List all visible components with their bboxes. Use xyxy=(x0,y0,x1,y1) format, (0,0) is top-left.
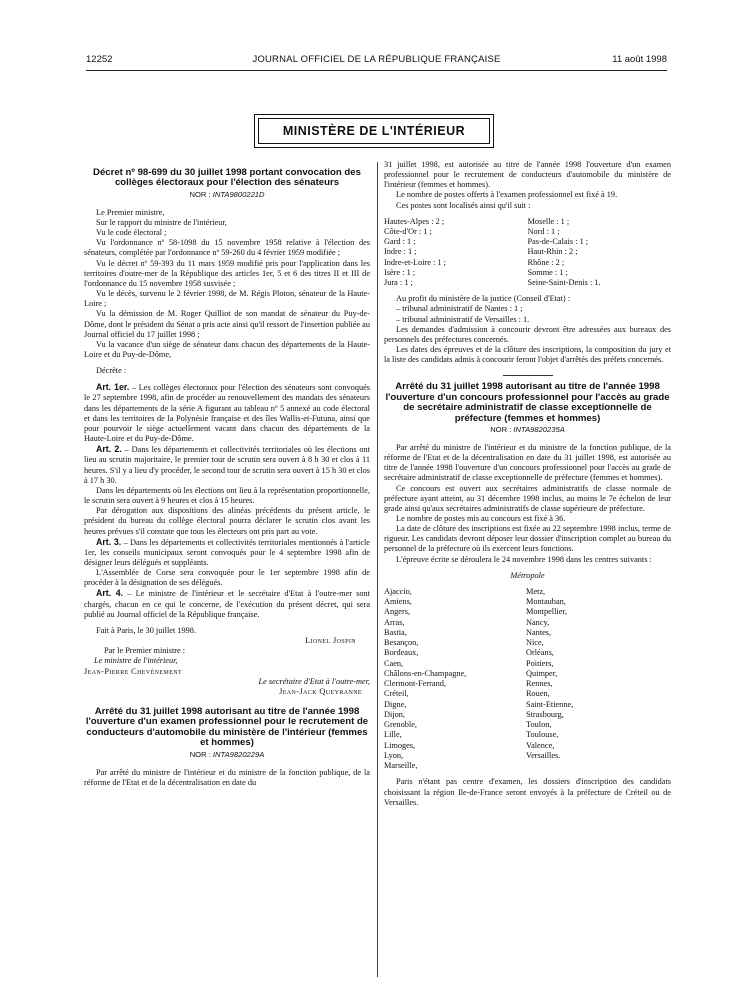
article-text: Par dérogation aux dispositions des alinéas précédents du présent article, le président du bureau du collège électoral pourra déclarer le scrutin clos avant les heures prévues s'il constate que tous les électeurs ont pris part au vote. xyxy=(84,506,370,536)
poste-item: Côte-d'Or : 1 ; xyxy=(384,226,432,236)
centre-item: Nice, xyxy=(526,638,544,648)
centre-item: Metz, xyxy=(526,586,546,596)
centre-item: Valence, xyxy=(526,740,555,750)
article-text: L'Assemblée de Corse sera convoquée pour le 1er septembre 1998 afin de procéder à la désignation de ses délégués. xyxy=(84,568,370,588)
poste-item: Nord : 1 ; xyxy=(527,226,560,236)
centre-item: Poitiers, xyxy=(526,658,554,668)
article-label: Art. 1er. xyxy=(96,382,130,393)
decret-articles xyxy=(84,382,370,620)
header-rule xyxy=(86,70,667,71)
poste-item: Haut-Rhin : 2 ; xyxy=(527,247,578,257)
visa-paragraph: Vu la vacance d'un siège de sénateur dans chacun des départements de la Haute-Loire et du Puy-de-Dôme, xyxy=(84,339,370,359)
page-header xyxy=(86,54,667,68)
arrete1-postes-count: Le nombre de postes offerts à l'examen professionnel est fixé à 19. xyxy=(396,190,618,200)
centre-item: Ajaccio, xyxy=(384,586,412,596)
decrete-label: Décrète : xyxy=(96,366,127,376)
visa-paragraph: Vu le décret nº 59-393 du 11 mars 1959 modifié pris pour l'application dans les territoires d'outre-mer de la République des articles 1er, 5 et 6 des titres II et III de l'ordonnance du 15 novembre 1958 susvisée ; xyxy=(84,258,370,288)
poste-item: Somme : 1 ; xyxy=(527,267,568,277)
justice-intro: Au profit du ministère de la justice (Conseil d'Etat) : xyxy=(396,294,571,304)
centre-item: Bastia, xyxy=(384,627,407,637)
right-column xyxy=(384,160,671,808)
journal-title: JOURNAL OFFICIEL DE LA RÉPUBLIQUE FRANÇAISE xyxy=(252,54,501,65)
secretaire-name: Jean-Jack Queyranne xyxy=(279,686,362,696)
column-divider xyxy=(377,162,378,977)
poste-item: Hautes-Alpes : 2 ; xyxy=(384,216,445,226)
centre-item: Montauban, xyxy=(526,597,566,607)
centre-item: Créteil, xyxy=(384,689,409,699)
arrete1-para1-start: Par arrêté du ministre de l'intérieur et du ministre de la fonction publique, de la réforme de l'Etat et de la décentralisation en date du xyxy=(84,767,370,787)
article-paragraph xyxy=(84,486,370,506)
centre-item: Rennes, xyxy=(526,679,553,689)
arrete1-dates: Les dates des épreuves et de la clôture des inscriptions, la composition du jury et la liste des candidats admis à concourir feront l'objet d'arrêtés des préfets concernés. xyxy=(384,344,671,365)
centre-item: Versailles. xyxy=(526,750,561,760)
ministry-title: MINISTÈRE DE L'INTÉRIEUR xyxy=(282,124,466,138)
centre-item: Caen, xyxy=(384,658,404,668)
poste-item: Isère : 1 ; xyxy=(384,267,416,277)
par-le-premier-ministre: Par le Premier ministre : xyxy=(104,646,186,656)
centre-item: Lyon, xyxy=(384,750,404,760)
poste-item: Indre-et-Loire : 1 ; xyxy=(384,257,446,267)
centre-item: Bordeaux, xyxy=(384,648,419,658)
arrete1-postes-intro: Ces postes sont localisés ainsi qu'il suit : xyxy=(396,200,531,210)
centre-item: Digne, xyxy=(384,699,407,709)
poste-item: Jura : 1 ; xyxy=(384,278,413,287)
centre-item: Quimper, xyxy=(526,668,558,678)
article-paragraph xyxy=(84,506,370,536)
poste-item: Seine-Saint-Denis : 1. xyxy=(527,278,601,287)
arrete2-final: Paris n'étant pas centre d'examen, les dossiers d'inscription des candidats choisissant la région Ile-de-France seront envoyés à la préfecture de Créteil ou de Versailles. xyxy=(384,777,671,807)
centre-item: Clermont-Ferrand, xyxy=(384,679,446,689)
centre-item: Strasbourg, xyxy=(526,709,564,719)
article-text: – Dans les départements et collectivités territoriales où les élections ont lieu au scrutin majoritaire, le premier tour de scrutin sera ouvert à 8 h 30 et clos à 11 heures. S'il y a lieu d'y procéder, le second tour de scrutin sera ouvert à 15 h 30 et clos à 17 h 30. xyxy=(84,445,370,485)
centre-item: Saint-Etienne, xyxy=(526,699,574,709)
centre-item: Toulouse, xyxy=(526,730,559,740)
centre-item: Dijon, xyxy=(384,709,405,719)
article-paragraph xyxy=(84,444,370,486)
article-label: Art. 4. xyxy=(96,588,124,599)
arrete2-paragraph: Ce concours est ouvert aux secrétaires administratifs de classe normale de préfecture ayant atteint, au 31 décembre 1998 inclus, au moins le 7e échelon de leur grade ainsi qu'aux secrétaires administratifs de classe supérieure de préfecture. xyxy=(384,483,671,513)
poste-item: Rhône : 2 ; xyxy=(527,257,565,267)
arrete2-paragraph: La date de clôture des inscriptions est fixée au 22 septembre 1998 inclus, terme de rigueur. Les candidats devront déposer leur dossier d'inscription complet au bureau du personnel de la préfecture où ils exercent leurs fonctions. xyxy=(384,524,671,554)
secretaire-title: Le secrétaire d'Etat à l'outre-mer, xyxy=(258,676,370,686)
metropole-heading: Métropole xyxy=(510,570,545,580)
article-text: – Le ministre de l'intérieur et le secrétaire d'Etat à l'outre-mer sont chargés, chacun en ce qui le concerne, de l'exécution du présent décret, qui sera publié au Journal officiel de la République française. xyxy=(84,589,371,619)
centre-item: Rouen, xyxy=(526,689,550,699)
centre-item: Châlons-en-Champagne, xyxy=(384,668,467,678)
arrete2-title: Arrêté du 31 juillet 1998 autorisant au titre de l'année 1998 l'ouverture d'un concours professionnel pour l'accès au grade de secrétaire administratif de classe exceptionnelle de préfecture (femmes et hommes) xyxy=(385,381,670,424)
visa-paragraph: Vu le code électoral ; xyxy=(96,228,167,238)
justice-item: – tribunal administratif de Nantes : 1 ; xyxy=(396,304,523,314)
arrete2-paragraph: Le nombre de postes mis au concours est fixé à 36. xyxy=(396,514,566,524)
poste-item: Indre : 1 ; xyxy=(384,247,417,257)
centre-item: Amiens, xyxy=(384,597,412,607)
arrete1-para1-end: 31 juillet 1998, est autorisée au titre de l'année 1998 l'ouverture d'un examen professionnel pour le recrutement de conducteurs d'automobile du ministère de l'intérieur (femmes et hommes). xyxy=(384,160,671,190)
section-separator xyxy=(503,375,553,376)
article-text: – Les collèges électoraux pour l'élection des sénateurs sont convoqués le 27 septembre 1998, afin de procéder au renouvellement des mandats des sénateurs dans les départements de la série A figurant au tableau nº 5 annexé au code électoral et dans les territoires de la Polynésie française et des îles Wallis-et-Futuna, ainsi que pour pourvoir le siège actuellement vacant dans chacun des départements de la Haute-Loire et du Puy-de-Dôme. xyxy=(84,383,370,444)
poste-item: Gard : 1 ; xyxy=(384,237,416,247)
centre-item: Limoges, xyxy=(384,740,416,750)
centre-item: Angers, xyxy=(384,607,411,617)
arrete2-paragraph: L'épreuve écrite se déroulera le 24 novembre 1998 dans les centres suivants : xyxy=(396,554,652,564)
article-text: Dans les départements où les élections ont lieu à la représentation proportionnelle, le scrutin sera ouvert à 9 heures et clos à 15 heures. xyxy=(84,485,370,506)
justice-item: – tribunal administratif de Versailles : 1. xyxy=(396,314,530,324)
centre-item: Grenoble, xyxy=(384,720,417,730)
publication-date: 11 août 1998 xyxy=(612,54,667,65)
arrete1-nor: NOR : INTA9820229A xyxy=(189,749,265,759)
poste-item: Pas-de-Calais : 1 ; xyxy=(527,237,589,247)
arrete2-nor: NOR : INTA9820235A xyxy=(490,424,565,434)
signature-pm: Lionel Jospin xyxy=(305,636,356,646)
ministry-box xyxy=(258,118,490,144)
centre-item: Orléans, xyxy=(526,648,554,658)
article-paragraph xyxy=(84,382,370,444)
poste-item: Moselle : 1 ; xyxy=(527,216,570,226)
article-paragraph xyxy=(84,537,370,568)
visa-paragraph: Vu la démission de M. Roger Quilliot de son mandat de sénateur du Puy-de-Dôme, dont le président du Sénat a pris acte ainsi qu'il ressort de l'insertion publiée au Journal officiel du 17 juillet 1998 ; xyxy=(84,309,370,339)
decret-nor: NOR : INTA9800221D xyxy=(189,189,265,199)
page-number: 12252 xyxy=(86,54,113,65)
visa-paragraph: Vu l'ordonnance nº 58-1098 du 15 novembre 1958 relative à l'élection des sénateurs, complétée par l'ordonnance nº 59-260 du 4 février 1959 modifiée ; xyxy=(84,238,370,258)
centre-item: Nantes, xyxy=(526,627,552,637)
ministre-name: Jean-Pierre Chevènement xyxy=(84,666,183,676)
left-column xyxy=(84,168,370,788)
centre-item: Besançon, xyxy=(384,638,419,648)
fait-a-paris: Fait à Paris, le 30 juillet 1998. xyxy=(96,625,197,635)
justice-list xyxy=(384,304,671,324)
centre-item: Lille, xyxy=(384,730,402,740)
centre-item: Montpellier, xyxy=(526,607,567,617)
visa-paragraph: Le Premier ministre, xyxy=(96,207,165,217)
decret-visas xyxy=(84,208,370,360)
postes-list xyxy=(384,217,671,288)
centre-item: Marseille, xyxy=(384,761,418,771)
arrete1-title: Arrêté du 31 juillet 1998 autorisant au titre de l'année 1998 l'ouverture d'un examen professionnel pour le recrutement de conducteurs d'automobile du ministère de l'intérieur (femmes et hommes) xyxy=(85,706,369,749)
centre-item: Arras, xyxy=(384,617,405,627)
arrete2-paragraphs xyxy=(384,443,671,565)
article-text: – Dans les départements et collectivités territoriales mentionnés à l'article 1er, les conseils municipaux seront convoqués pour le 4 septembre 1998 afin de désigner leurs délégués et suppléants. xyxy=(84,537,370,567)
decret-title: Décret nº 98-699 du 30 juillet 1998 portant convocation des collèges électoraux pour l'élection des sénateurs xyxy=(93,167,361,189)
centres-list xyxy=(384,587,671,772)
article-label: Art. 2. xyxy=(96,444,122,455)
arrete2-paragraph: Par arrêté du ministre de l'intérieur et du ministre de la fonction publique, de la réforme de l'Etat et de la décentralisation en date du 31 juillet 1998, est autorisée au titre de l'année 1998 l'ouverture d'un concours professionnel pour l'accès au grade de secrétaire administratif de classe exceptionnelle de préfecture (femmes et hommes). xyxy=(384,442,671,483)
article-paragraph xyxy=(84,588,370,619)
article-paragraph xyxy=(84,568,370,588)
article-label: Art. 3. xyxy=(96,536,122,547)
arrete1-demandes: Les demandes d'admission à concourir devront être adressées aux bureaux des personnels des préfectures concernés. xyxy=(384,324,671,344)
ministre-title: Le ministre de l'intérieur, xyxy=(94,656,178,666)
centre-item: Toulon, xyxy=(526,720,552,730)
visa-paragraph: Sur le rapport du ministre de l'intérieur, xyxy=(96,217,227,227)
centre-item: Nancy, xyxy=(526,617,550,627)
visa-paragraph: Vu le décès, survenu le 2 février 1998, de M. Régis Ploton, sénateur de la Haute-Loire ; xyxy=(84,289,370,309)
